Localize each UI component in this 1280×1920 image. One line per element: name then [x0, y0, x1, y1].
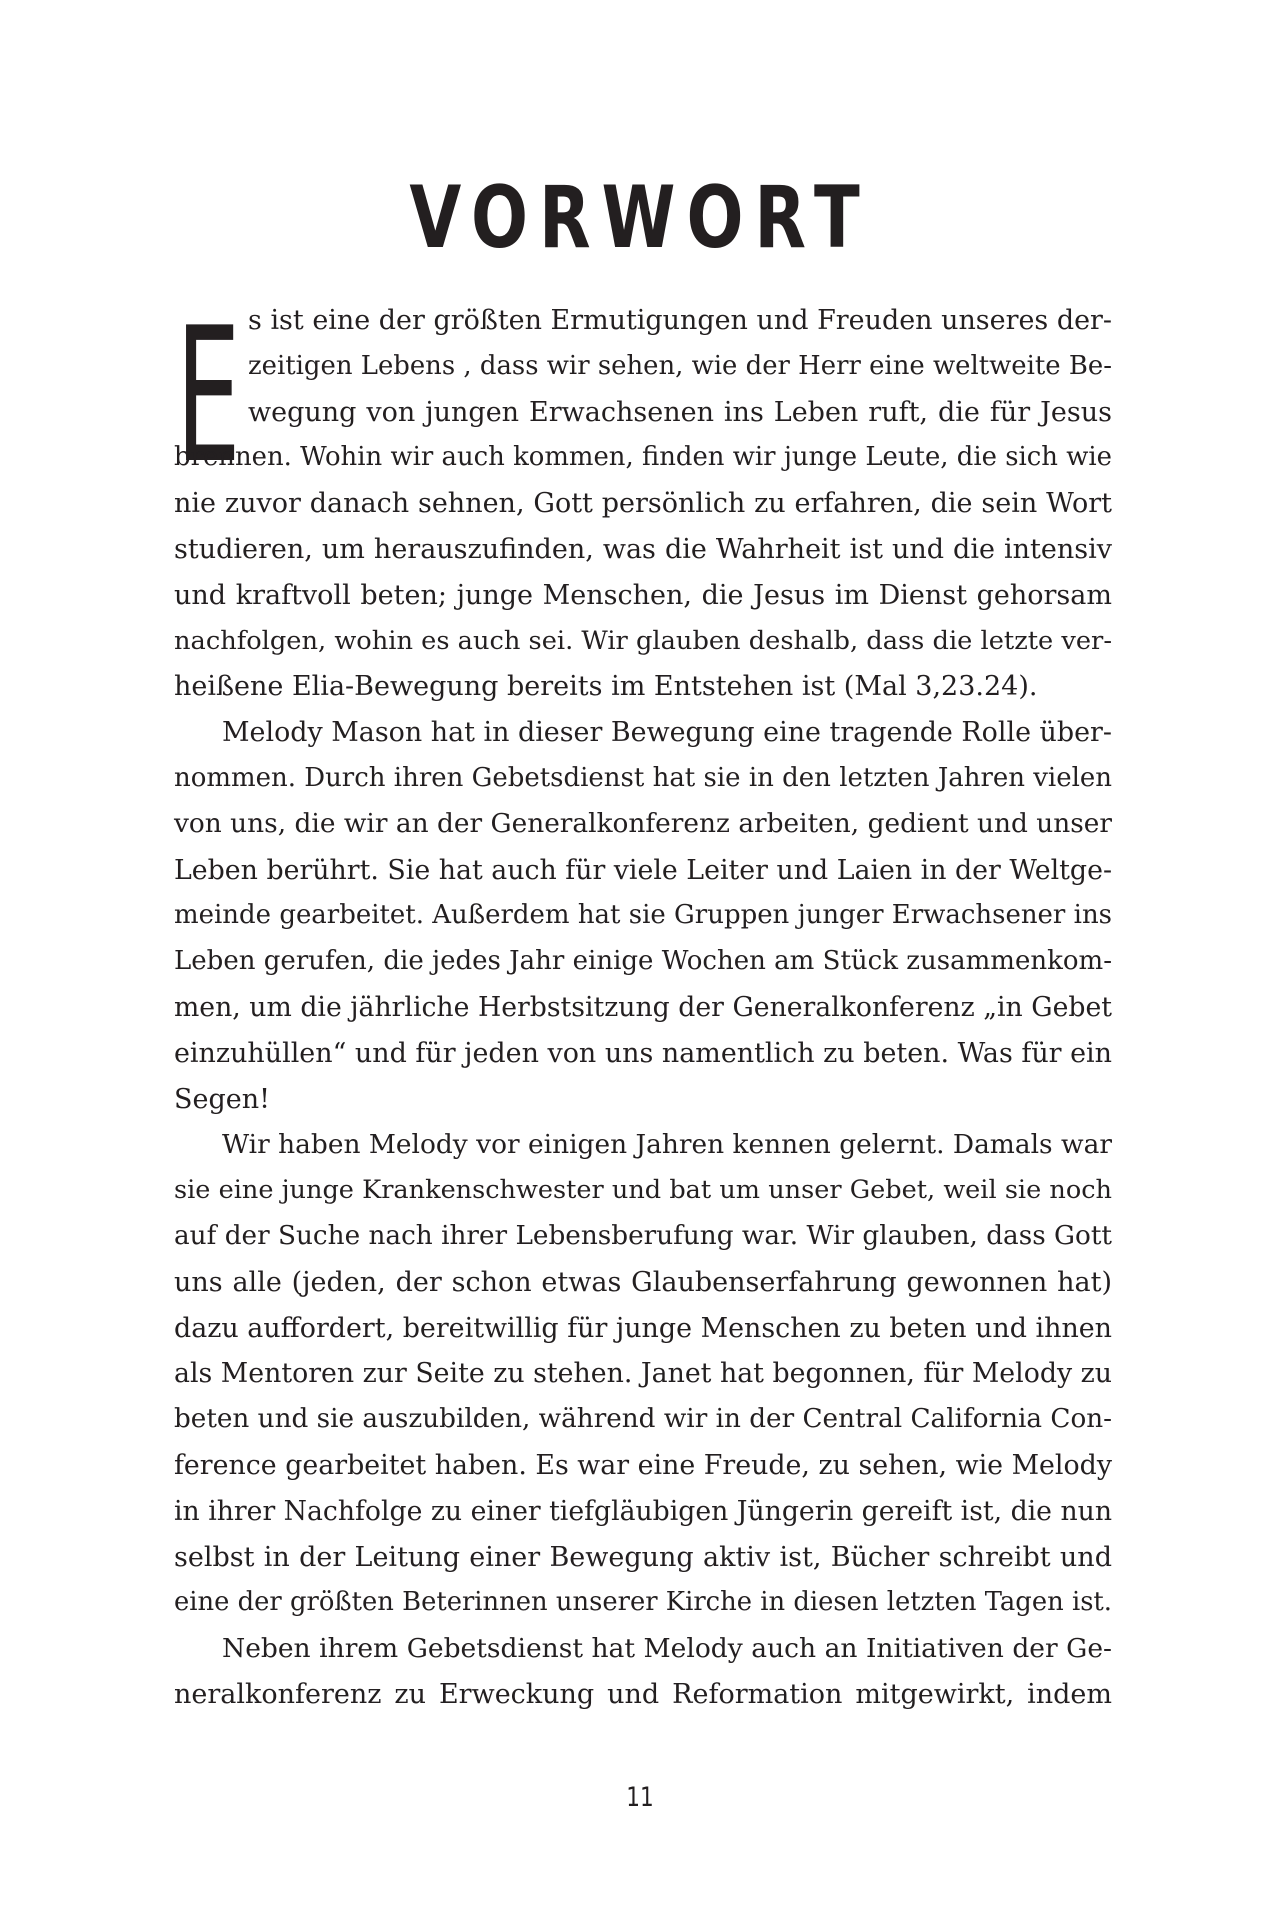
drop-cap-letter: E	[176, 287, 241, 504]
text-line: neralkonferenz zu Erweckung und Reformation mitgewirkt, indem	[174, 1678, 1112, 1710]
text-line: als Mentoren zur Seite zu stehen. Janet hat begonnen, für Melody zu	[174, 1358, 1112, 1390]
text-line: Neben ihrem Gebetsdienst hat Melody auch an Initiativen der Ge-	[222, 1633, 1112, 1665]
text-line: beten und sie auszubilden, während wir in der Central California Con-	[174, 1404, 1113, 1435]
text-line: von uns, die wir an der Generalkonferenz arbeiten, gedient und unser	[174, 808, 1112, 839]
text-line: heißene Elia-Bewegung bereits im Entstehen ist (Mal 3,23.24).	[174, 671, 1038, 703]
text-line: nie zuvor danach sehnen, Gott persönlich zu erfahren, die sein Wort	[174, 488, 1112, 520]
text-line: meinde gearbeitet. Außerdem hat sie Gruppen junger Erwachsener ins	[174, 900, 1112, 931]
text-line: nachfolgen, wohin es auch sei. Wir glauben deshalb, dass die letzte ver-	[174, 625, 1112, 656]
chapter-title: VORWORT	[409, 168, 871, 268]
text-line: Segen!	[174, 1083, 270, 1115]
text-line: und kraftvoll beten; junge Menschen, die Jesus im Dienst gehorsam	[174, 579, 1112, 611]
text-line: zeitigen Lebens , dass wir sehen, wie der Herr eine weltweite Be-	[248, 350, 1112, 381]
text-line: Melody Mason hat in dieser Bewegung eine tragende Rolle über-	[222, 717, 1112, 749]
text-line: uns alle (jeden, der schon etwas Glaubenserfahrung gewonnen hat)	[174, 1266, 1112, 1298]
page-number: 11	[626, 1782, 654, 1813]
text-line: in ihrer Nachfolge zu einer tiefgläubigen Jüngerin gereift ist, die nun	[174, 1495, 1112, 1527]
text-line: eine der größten Beterinnen unserer Kirche in diesen letzten Tagen ist.	[174, 1587, 1112, 1618]
text-line: Leben gerufen, die jedes Jahr einige Wochen am Stück zusammenkom-	[174, 946, 1112, 977]
text-line: sie eine junge Krankenschwester und bat um unser Gebet, weil sie noch	[174, 1175, 1112, 1206]
text-line: auf der Suche nach ihrer Lebensberufung war. Wir glauben, dass Gott	[174, 1220, 1112, 1251]
text-line: studieren, um herauszufinden, was die Wahrheit ist und die intensiv	[174, 533, 1112, 565]
text-line: ference gearbeitet haben. Es war eine Freude, zu sehen, wie Melody	[174, 1449, 1112, 1481]
text-line: einzuhüllen“ und für jeden von uns namentlich zu beten. Was für ein	[174, 1037, 1112, 1069]
text-line: men, um die jährliche Herbstsitzung der Generalkonferenz „in Gebet	[174, 991, 1112, 1023]
text-line: nommen. Durch ihren Gebetsdienst hat sie in den letzten Jahren vielen	[174, 762, 1112, 793]
text-line: Wir haben Melody vor einigen Jahren kennen gelernt. Damals war	[222, 1129, 1112, 1161]
text-line: brennen. Wohin wir auch kommen, finden wir junge Leute, die sich wie	[174, 442, 1112, 473]
text-line: dazu auffordert, bereitwillig für junge Menschen zu beten und ihnen	[174, 1312, 1112, 1344]
text-line: s ist eine der größten Ermutigungen und Freuden unseres der-	[248, 305, 1112, 336]
text-line: wegung von jungen Erwachsenen ins Leben ruft, die für Jesus	[248, 396, 1112, 428]
text-line: Leben berührt. Sie hat auch für viele Leiter und Laien in der Weltge-	[174, 854, 1112, 886]
body-text	[174, 287, 1113, 1718]
text-line: selbst in der Leitung einer Bewegung aktiv ist, Bücher schreibt und	[174, 1541, 1112, 1573]
